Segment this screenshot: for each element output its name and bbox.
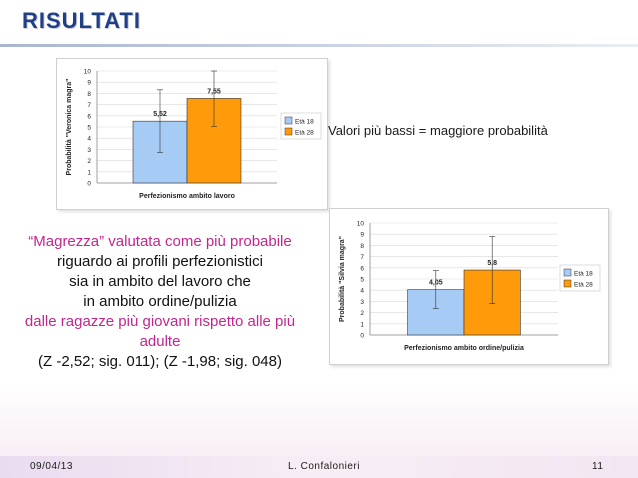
slide-footer [0, 456, 638, 478]
x-axis-label: Perfezionismo ambito lavoro [139, 193, 235, 200]
statistics-line: (Z -2,52; sig. 011); (Z -1,98; sig. 048) [38, 353, 282, 370]
y-tick-label: 3 [360, 298, 364, 306]
y-tick-label: 9 [360, 231, 364, 239]
summary-line: dalle ragazze più giovani rispetto alle più [24, 313, 296, 330]
chart-work-perfectionism [56, 58, 328, 210]
data-label: 4,05 [428, 279, 443, 287]
y-tick-label: 8 [360, 242, 364, 250]
y-tick-label: 5 [87, 124, 91, 132]
footer-date: 09/04/13 [30, 461, 73, 472]
y-tick-label: 0 [87, 180, 91, 188]
legend-label: Età 18 [295, 118, 314, 126]
y-tick-label: 6 [87, 113, 91, 121]
y-tick-label: 4 [87, 135, 91, 143]
y-tick-label: 1 [360, 321, 364, 329]
legend-swatch [564, 280, 571, 287]
legend-label: Età 28 [574, 281, 593, 289]
y-tick-label: 4 [360, 287, 364, 295]
title-underline [0, 44, 638, 47]
slide-title: RISULTATI [22, 8, 141, 33]
footer-author: L. Confalonieri [288, 461, 360, 472]
y-tick-label: 6 [360, 265, 364, 273]
y-tick-label: 7 [87, 102, 91, 110]
y-axis-label: Probabilità "Veronica magra" [66, 78, 73, 176]
y-tick-label: 3 [87, 146, 91, 154]
legend-swatch [285, 128, 292, 135]
legend-label: Età 28 [295, 129, 314, 137]
legend-swatch [285, 117, 292, 124]
results-summary [10, 232, 310, 372]
summary-line: adulte [139, 333, 181, 350]
y-tick-label: 0 [360, 332, 364, 340]
y-tick-label: 9 [87, 79, 91, 87]
y-tick-label: 7 [360, 254, 364, 262]
y-tick-label: 2 [360, 310, 364, 318]
y-tick-label: 2 [87, 158, 91, 166]
summary-line: riguardo ai profili perfezionistici [57, 253, 263, 270]
summary-line: “Magrezza” valutata come più probabile [28, 233, 292, 250]
legend-label: Età 18 [574, 270, 593, 278]
bar-chart-order [330, 209, 608, 364]
legend-swatch [564, 269, 571, 276]
y-tick-label: 10 [356, 220, 364, 228]
y-tick-label: 10 [83, 68, 91, 76]
y-tick-label: 8 [87, 90, 91, 98]
y-tick-label: 5 [360, 276, 364, 284]
lower-values-caption: Valori più bassi = maggiore probabilità [328, 123, 548, 138]
y-axis-label: Probabilità "Silvia magra" [339, 236, 346, 322]
data-label: 5,8 [487, 260, 498, 268]
summary-line: sia in ambito del lavoro che [69, 273, 251, 290]
y-tick-label: 1 [87, 169, 91, 177]
x-axis-label: Perfezionismo ambito ordine/pulizia [404, 345, 524, 352]
bar-chart-work [57, 59, 327, 209]
summary-line: in ambito ordine/pulizia [83, 293, 237, 310]
data-label: 7,55 [207, 88, 221, 96]
chart-order-perfectionism [329, 208, 609, 365]
data-label: 5,52 [153, 111, 167, 119]
footer-page-number: 11 [592, 461, 604, 472]
